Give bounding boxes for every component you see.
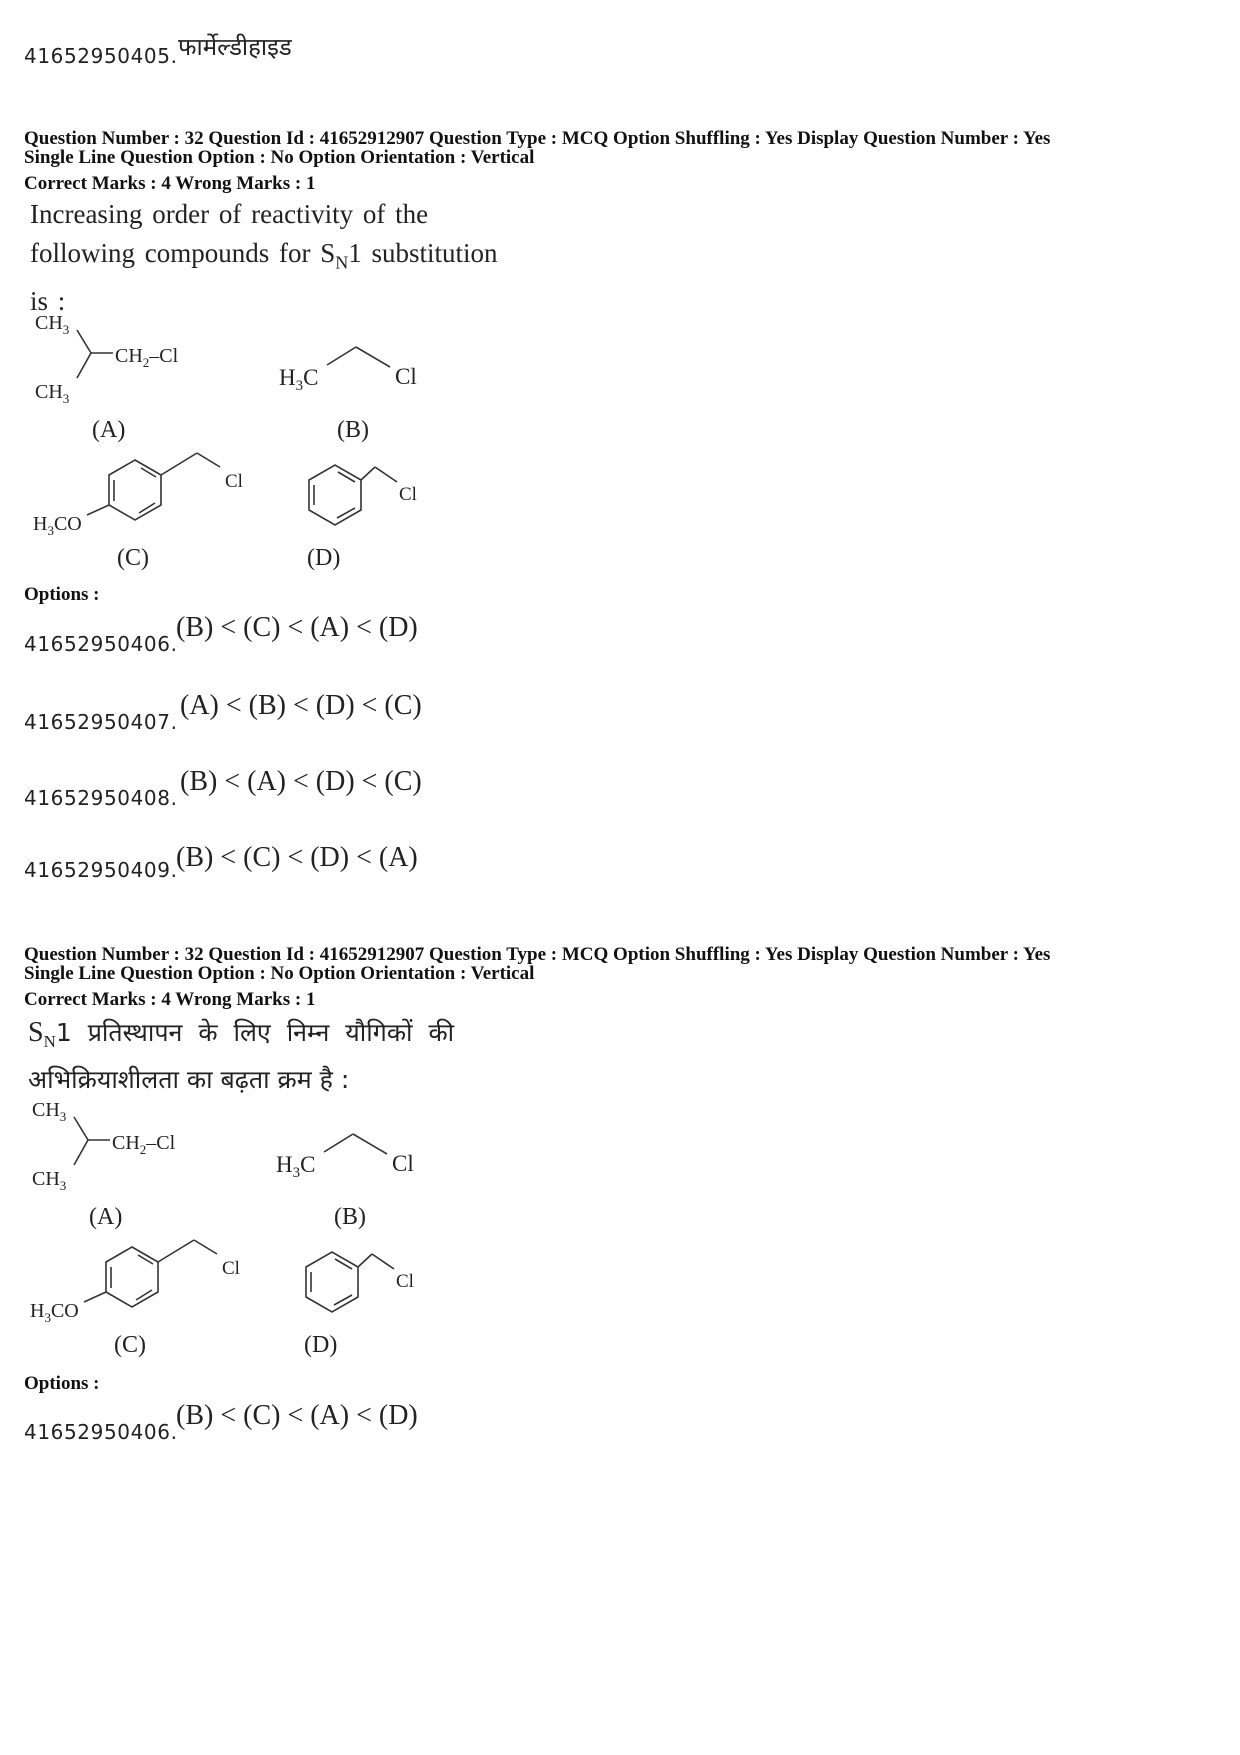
- structure-label-a: (A): [92, 417, 126, 443]
- options-label: Options :: [24, 584, 100, 605]
- structure-group-cl: Cl: [396, 1271, 414, 1292]
- option-text: फार्मेल्डीहाइड: [178, 33, 292, 61]
- question-line: [28, 1014, 454, 1061]
- question-line-part: 1 substitution: [348, 238, 498, 268]
- structure-group-ch3: $CH_3$: [35, 312, 70, 337]
- option-id: 41652950406.: [24, 1420, 178, 1444]
- question-line: [30, 234, 498, 282]
- option-text[interactable]: (B) < (C) < (A) < (D): [176, 612, 418, 643]
- option-text[interactable]: (B) < (C) < (D) < (A): [176, 842, 418, 873]
- structure-group-ch2cl: $CH_2-Cl$: [115, 345, 179, 370]
- structure-group-ch3: $CH_3$: [32, 1099, 67, 1124]
- subscript: N: [335, 252, 349, 273]
- structure-group-cl: Cl: [392, 1151, 414, 1176]
- structure-label-d: (D): [307, 545, 341, 571]
- question-marks: Correct Marks : 4 Wrong Marks : 1: [24, 173, 316, 194]
- structure-label-c: (C): [117, 545, 149, 571]
- subscript: N: [43, 1032, 56, 1051]
- chemical-structures: [25, 305, 505, 585]
- structure-group-ch3: $CH_3$: [35, 381, 70, 406]
- structure-label-c: (C): [114, 1332, 146, 1358]
- structure-group-h3c: $H_3C$: [276, 1152, 316, 1181]
- question-line: is :: [30, 286, 66, 317]
- question-meta-line: Question Number : 32 Question Id : 41652912907 Question Type : MCQ Option Shuffling : Yes Display Question Number : Yes: [24, 128, 1051, 149]
- structure-group-cl: Cl: [222, 1258, 240, 1279]
- option-id: 41652950409.: [24, 858, 178, 882]
- structure-group-h3co: $H_3CO$: [33, 513, 82, 538]
- option-id: 41652950407.: [24, 710, 178, 734]
- option-text[interactable]: (B) < (C) < (A) < (D): [176, 1400, 418, 1431]
- option-text[interactable]: (B) < (A) < (D) < (C): [180, 766, 422, 797]
- chemical-structures: [22, 1092, 502, 1372]
- option-id: 41652950405.: [24, 44, 178, 68]
- structure-group-h3c: $H_3C$: [279, 365, 319, 394]
- structure-group-cl: Cl: [225, 471, 243, 492]
- option-text[interactable]: (A) < (B) < (D) < (C): [180, 690, 422, 721]
- question-meta-line: Question Number : 32 Question Id : 41652912907 Question Type : MCQ Option Shuffling : Yes Display Question Number : Yes: [24, 944, 1051, 965]
- question-line: अभिक्रियाशीलता का बढ़ता क्रम है :: [28, 1065, 350, 1094]
- structure-group-cl: Cl: [399, 484, 417, 505]
- question-text: [28, 1014, 454, 1099]
- structure-group-cl: Cl: [395, 364, 417, 389]
- structure-group-ch3: $CH_3$: [32, 1168, 67, 1193]
- question-meta-line: Single Line Question Option : No Option Orientation : Vertical: [24, 147, 535, 168]
- structure-label-b: (B): [337, 417, 369, 443]
- structure-label-a: (A): [89, 1204, 123, 1230]
- structure-group-h3co: $H_3CO$: [30, 1300, 79, 1325]
- structure-group-ch2cl: $CH_2-Cl$: [112, 1132, 176, 1157]
- question-marks: Correct Marks : 4 Wrong Marks : 1: [24, 989, 316, 1010]
- option-id: 41652950408.: [24, 786, 178, 810]
- question-line: Increasing order of reactivity of the: [30, 199, 429, 229]
- options-label: Options :: [24, 1373, 100, 1394]
- question-text: [30, 195, 498, 321]
- question-line-part: following compounds for S: [30, 238, 336, 268]
- structure-label-b: (B): [334, 1204, 366, 1230]
- structure-label-d: (D): [304, 1332, 338, 1358]
- question-line-part: S: [28, 1017, 44, 1048]
- question-meta-line: Single Line Question Option : No Option Orientation : Vertical: [24, 963, 535, 984]
- option-id: 41652950406.: [24, 632, 178, 656]
- question-line-part: 1 प्रतिस्थापन के लिए निम्न यौगिकों की: [55, 1018, 455, 1047]
